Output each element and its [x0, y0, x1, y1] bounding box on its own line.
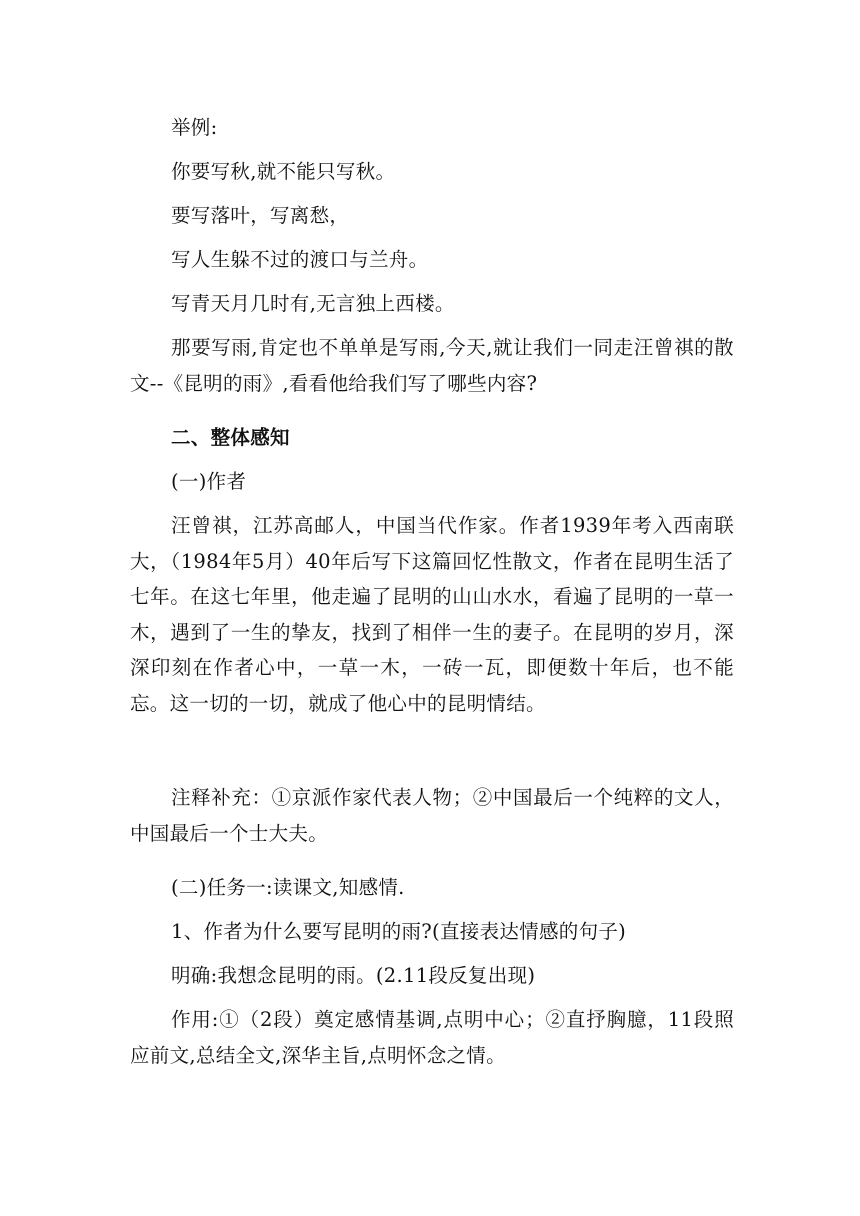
- question-1: 1、作者为什么要写昆明的雨?(直接表达情感的句子): [171, 920, 627, 943]
- poem-line-1: 你要写秋,就不能只写秋。: [171, 160, 396, 183]
- function-paragraph: 作用:①（2段）奠定感情基调,点明中心；②直抒胸臆，11段照应前文,总结全文,深华主旨,点明怀念之情。: [130, 1008, 734, 1067]
- section-heading-overall: 二、整体感知: [171, 426, 290, 449]
- annotation-paragraph: 注释补充：①京派作家代表人物；②中国最后一个纯粹的文人，中国最后一个士大夫。: [130, 786, 734, 845]
- poem-line-3: 写人生躲不过的渡口与兰舟。: [171, 248, 429, 271]
- author-bio-paragraph: 汪曾祺，江苏高邮人，中国当代作家。作者1939年考入西南联大，（1984年5月）40年后写下这篇回忆性散文，作者在昆明生活了七年。在这七年里，他走遍了昆明的山山水水，看遍了昆明的一草一木，遇到了一生的挚友，找到了相伴一生的妻子。在昆明的岁月，深深印刻在作者心中，一草一木，一砖一瓦，即便数十年后，也不能忘。这一切的一切，就成了他心中的昆明情结。: [130, 514, 734, 715]
- poem-line-4: 写青天月几时有,无言独上西楼。: [171, 292, 455, 315]
- intro-paragraph: 那要写雨,肯定也不单单是写雨,今天,就让我们一同走汪曾祺的散文--《昆明的雨》,看看他给我们写了哪些内容?: [130, 336, 734, 395]
- poem-line-2: 要写落叶，写离愁，: [171, 204, 350, 227]
- task-one-heading: (二)任务一:读课文,知感情.: [171, 876, 405, 899]
- answer-1: 明确:我想念昆明的雨。(2.11段反复出现): [171, 964, 536, 987]
- subsection-author: (一)作者: [171, 470, 247, 493]
- example-label: 举例:: [171, 116, 218, 139]
